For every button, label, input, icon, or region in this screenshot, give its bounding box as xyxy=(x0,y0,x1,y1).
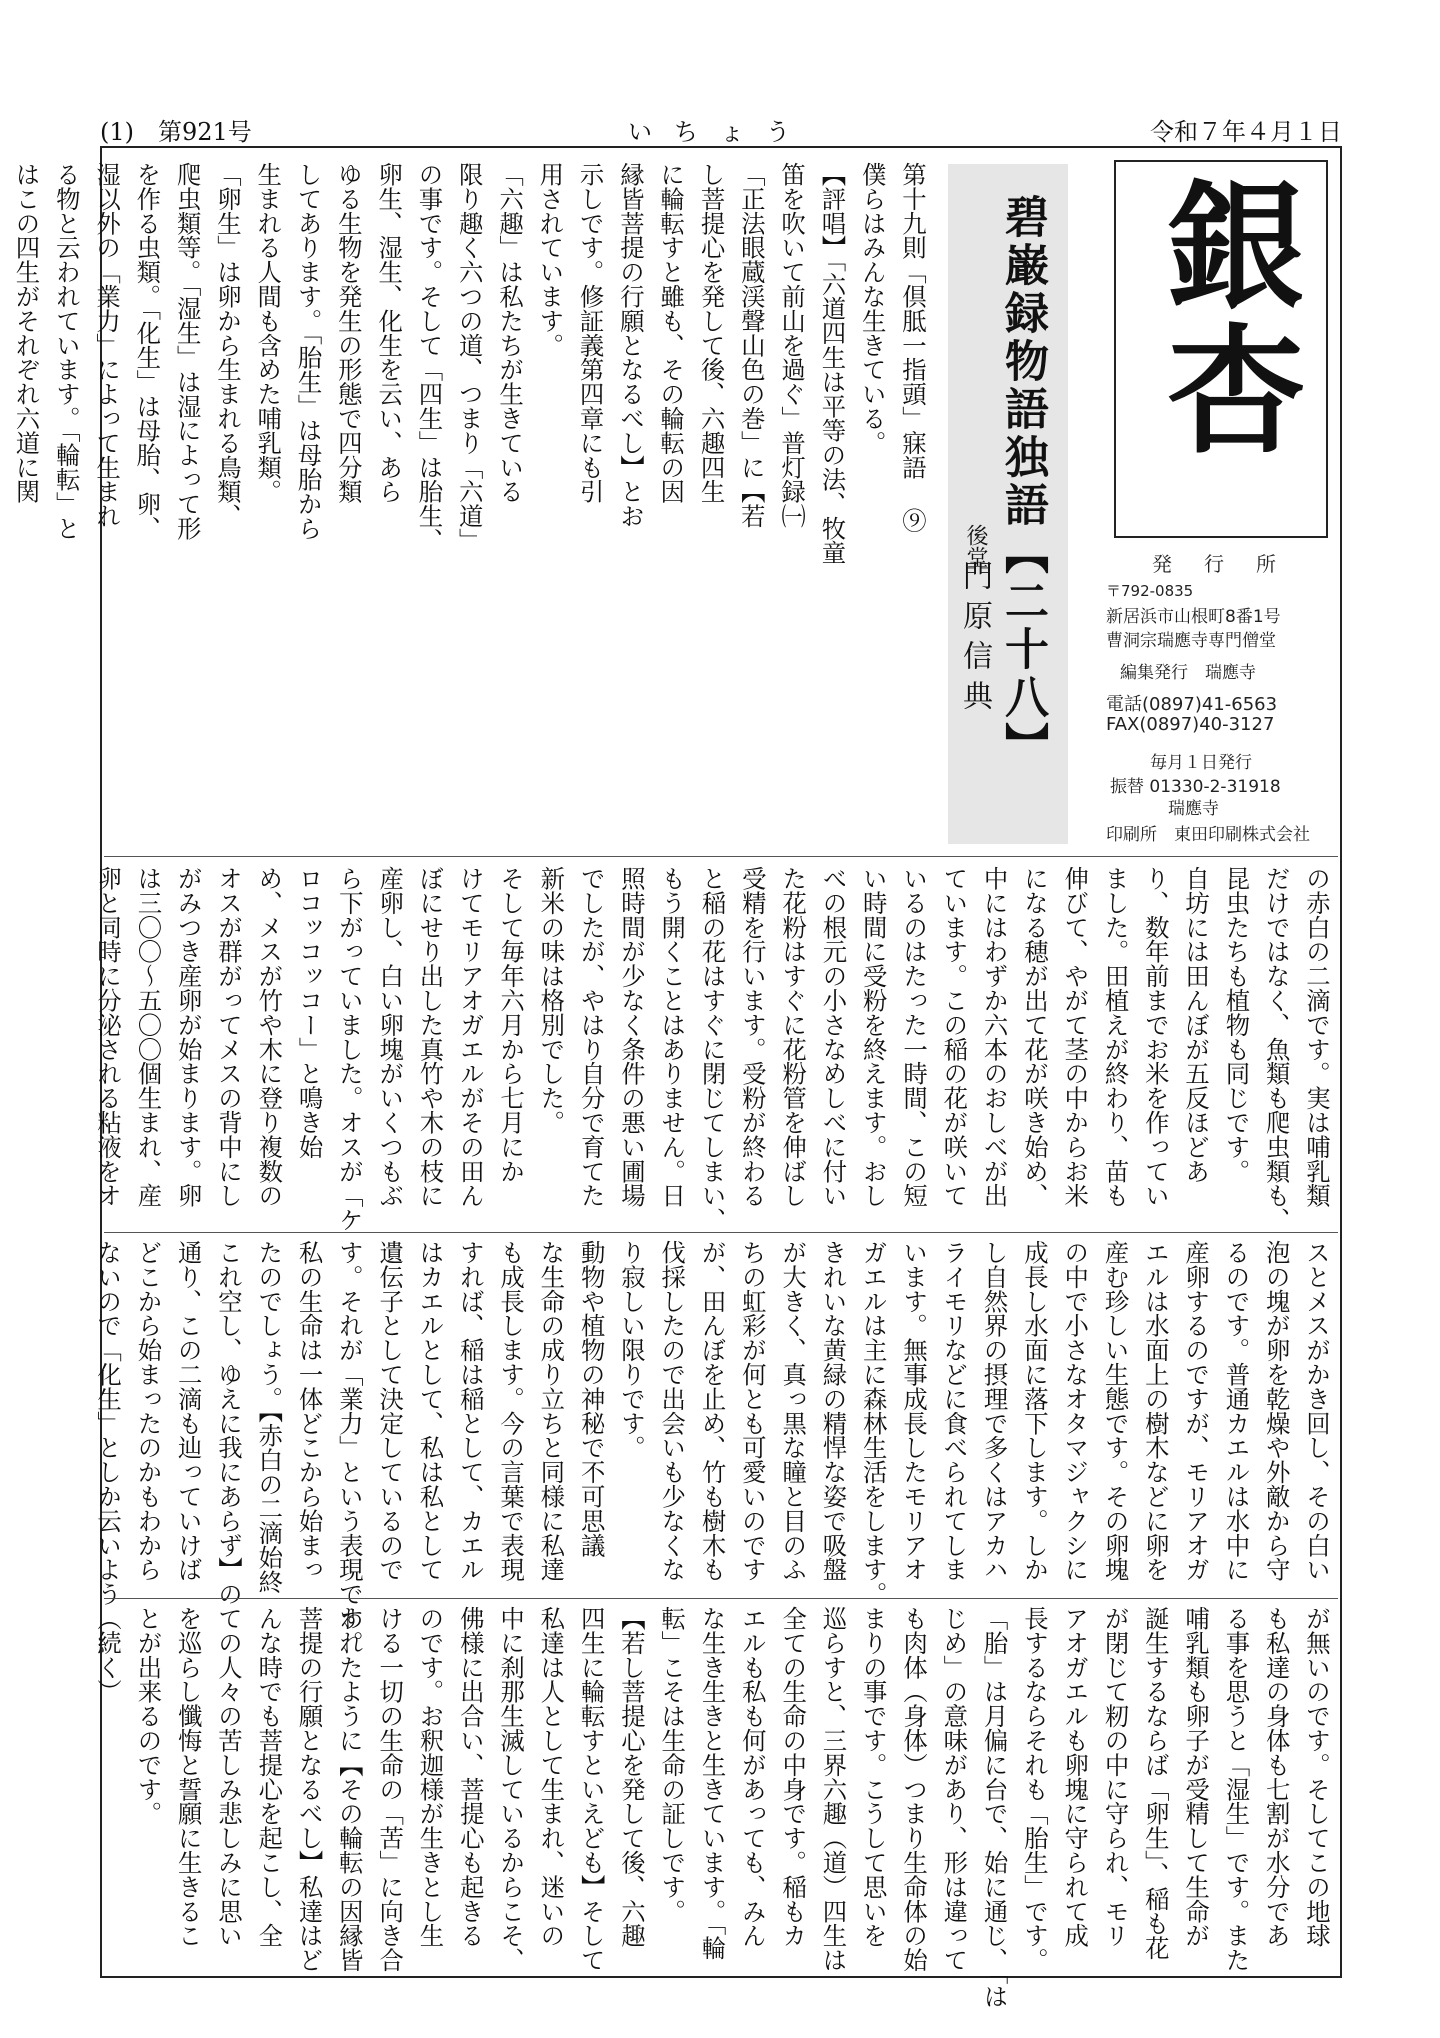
text-column: の赤白の二滴です。実は哺乳類 xyxy=(1302,866,1331,1208)
postal-code: 〒792-0835 xyxy=(1106,582,1194,600)
text-column: どこから始まったのかもわから xyxy=(133,1240,163,1582)
article-title: 碧巌録物語独語【二十八】 xyxy=(997,194,1048,770)
text-column: けてモリアオガエルがその田ん xyxy=(455,866,485,1208)
text-column: んな時でも菩提心を起こし、全 xyxy=(254,1606,284,1948)
text-column: 「六趣」は私たちが生きている xyxy=(495,162,525,504)
text-column: る事を思うと「湿生」です。また xyxy=(1221,1606,1251,1972)
organization: 曹洞宗瑞應寺専門僧堂 xyxy=(1106,631,1276,651)
author-position: 後堂 xyxy=(963,524,988,568)
text-column: いるのはたった一時間、この短 xyxy=(899,866,929,1208)
text-column: 示しです。修証義第四章にも引 xyxy=(575,162,605,504)
text-column: を巡らし懺悔と誓願に生きるこ xyxy=(173,1606,203,1948)
text-column: アオガエルも卵塊に守られて成 xyxy=(1060,1606,1090,1948)
divider xyxy=(104,1598,1338,1599)
text-column: これ空し、ゆえに我にあらず】の xyxy=(213,1240,243,1606)
text-column: な生き生きと生きています。「輪 xyxy=(697,1606,727,1960)
text-column: ました。田植えが終わり、苗も xyxy=(1100,866,1130,1208)
text-column: 【若し菩提心を発して後、六趣 xyxy=(616,1606,646,1948)
text-column: 照時間が少なく条件の悪い圃場 xyxy=(616,866,646,1208)
text-column: 「正法眼蔵渓聲山色の巻」に【若 xyxy=(736,162,766,528)
text-column: 遺伝子として決定しているので xyxy=(375,1240,405,1582)
text-column xyxy=(0,162,5,828)
text-column: はカエルとして、私は私として xyxy=(415,1240,445,1582)
text-column: た花粉はすぐに花粉管を伸ばし xyxy=(778,866,808,1208)
text-column: してあります。「胎生」は母胎から xyxy=(293,162,323,541)
text-column: 自坊には田んぼが五反ほどあ xyxy=(1181,866,1211,1184)
text-column: 第十九則「倶胝一指頭」寐語 ⑨ xyxy=(898,162,927,533)
text-column: じめ」の意味があり、形は違って xyxy=(939,1606,969,1972)
text-column: 私達は人として生まれ、迷いの xyxy=(536,1606,566,1948)
text-column: そして毎年六月から七月にか xyxy=(496,866,526,1184)
text-column: べの根元の小さなめしべに付い xyxy=(818,866,848,1208)
text-column: 伐採したので出会いも少なくな xyxy=(657,1240,687,1582)
text-column: し菩提心を発して後、六趣四生 xyxy=(696,162,726,504)
text-column: 私の生命は一体どこから始まっ xyxy=(294,1240,324,1582)
text-column: る物と云われています。「輪転」と xyxy=(51,162,81,541)
text-column: ての人々の苦しみ悲しみに思い xyxy=(213,1606,243,1948)
text-column: 産卵し、白い卵塊がいくつもぶ xyxy=(375,866,405,1208)
divider xyxy=(104,1232,1338,1233)
text-column: とが出来るのです。 xyxy=(133,1606,163,1826)
issue-frequency: 毎月１日発行 xyxy=(1150,753,1252,773)
text-column: 伸びて、やがて茎の中からお米 xyxy=(1060,866,1090,1208)
text-column: のです。お釈迦様が生きとし生 xyxy=(415,1606,445,1948)
text-column: 受精を行います。受粉が終わる xyxy=(737,866,767,1208)
text-column: はこの四生がそれぞれ六道に関 xyxy=(11,162,41,504)
text-column: オスが群がってメスの背中にし xyxy=(213,866,243,1208)
text-column: 巡らすと、三界六趣（道）四生は xyxy=(818,1606,848,1972)
text-column: 中に刹那生滅しているからこそ、 xyxy=(496,1606,526,1972)
text-column: 長するならそれも「胎生」です。 xyxy=(1019,1606,1049,1972)
text-column: い時間に受粉を終えます。おし xyxy=(858,866,888,1208)
text-column: が大きく、真っ黒な瞳と目のふ xyxy=(778,1240,808,1582)
text-column: 「胎」は月偏に台で、始に通じ、「は xyxy=(979,1606,1009,2009)
text-column: が閉じて籾の中に守られ、モリ xyxy=(1100,1606,1130,1948)
text-column: 縁皆菩提の行願となるべし】とお xyxy=(615,162,645,528)
text-column: す。それが「業力」という表現です。 xyxy=(334,1240,364,1655)
text-column: 産む珍しい生態です。その卵塊 xyxy=(1100,1240,1130,1582)
text-column: すれば、稲は稲として、カエル xyxy=(455,1240,485,1582)
text-column: われたように【その輪転の因縁皆 xyxy=(334,1606,364,1972)
text-column: スとメスがかき回し、その白い xyxy=(1302,1240,1331,1582)
text-column: 笛を吹いて前山を過ぐ」普灯録㈠ xyxy=(777,162,807,528)
text-column: り寂しい限りです。 xyxy=(616,1240,646,1460)
text-column: がみつき産卵が始まります。卵 xyxy=(173,866,203,1208)
text-column: ないので「化生」としか云いよう xyxy=(93,1240,123,1606)
text-column: 昆虫たちも植物も同じです。 xyxy=(1221,866,1251,1184)
text-column: ら下がっていました。オスが「ケ xyxy=(334,866,364,1232)
text-column: 産卵するのですが、モリアオガ xyxy=(1181,1240,1211,1582)
issue-date: 令和７年４月１日 xyxy=(1150,118,1342,146)
text-column: ロコッコッコー」と鳴き始 xyxy=(294,866,324,1159)
text-column: きれいな黄緑の精悍な姿で吸盤 xyxy=(818,1240,848,1582)
text-column: 泡の塊が卵を乾燥や外敵から守 xyxy=(1261,1240,1291,1582)
text-column: 卵生、湿生、化生を云い、あら xyxy=(374,162,404,504)
issue-number: (1) 第921号 xyxy=(100,118,252,146)
text-column: し自然界の摂理で多くはアカハ xyxy=(979,1240,1009,1582)
text-column: が無いのです。そしてこの地球 xyxy=(1302,1606,1331,1948)
text-column: エルも私も何があっても、みん xyxy=(737,1606,767,1948)
text-column: ちの虹彩が何とも可愛いのです xyxy=(737,1240,767,1582)
text-column: ライモリなどに食べられてしま xyxy=(939,1240,969,1582)
publisher-label: 発 行 所 xyxy=(1152,552,1282,576)
text-column: 成長し水面に落下します。しか xyxy=(1019,1240,1049,1582)
text-column: になる穂が出て花が咲き始め、 xyxy=(1019,866,1049,1208)
text-column: だけではなく、魚類も爬虫類も、 xyxy=(1261,866,1291,1232)
text-column: エルは水面上の樹木などに卵を xyxy=(1140,1240,1170,1582)
article-text-row1-left xyxy=(11,162,932,828)
text-column: （続く） xyxy=(93,1606,123,1704)
text-column: 爬虫類等。「湿生」は湿によって形 xyxy=(172,162,202,541)
text-column: は三〇〇～五〇〇個生まれ、産 xyxy=(133,866,163,1208)
printer: 印刷所 東田印刷株式会社 xyxy=(1106,825,1310,845)
text-column: います。無事成長したモリアオ xyxy=(899,1240,929,1582)
text-column: の中で小さなオタマジャクシに xyxy=(1060,1240,1090,1582)
text-column: ける一切の生命の「苦」に向き合 xyxy=(375,1606,405,1972)
text-column: ガエルは主に森林生活をします。 xyxy=(858,1240,888,1606)
address: 新居浜市山根町8番1号 xyxy=(1106,607,1281,627)
text-column: 新米の味は格別でした。 xyxy=(536,866,566,1135)
text-column: 限り趣く六つの道、つまり「六道」 xyxy=(454,162,484,553)
text-column: 中にはわずか六本のおしべが出 xyxy=(979,866,1009,1208)
text-column: 動物や植物の神秘で不可思議 xyxy=(576,1240,606,1558)
logo-calligraphy: 銀杏 xyxy=(1144,174,1307,462)
text-column: るのです。普通カエルは水中に xyxy=(1221,1240,1251,1582)
text-column: 通り、この二滴も辿っていけば xyxy=(173,1240,203,1582)
article-text-row4 xyxy=(93,1606,1336,2009)
newsletter-name: いちょう xyxy=(628,118,812,146)
text-column: ぼにせり出した真竹や木の枝に xyxy=(415,866,445,1208)
text-column: 佛様に出合い、菩提心も起きる xyxy=(455,1606,485,1948)
text-column: め、メスが竹や木に登り複数の xyxy=(254,866,284,1208)
transfer-name: 瑞應寺 xyxy=(1168,799,1219,819)
fax: FAX(0897)40-3127 xyxy=(1106,714,1275,735)
text-column: り、数年前までお米を作ってい xyxy=(1140,866,1170,1208)
text-column: 四生に輪転すといえども】そして xyxy=(576,1606,606,1972)
text-column: 「卵生」は卵から生まれる鳥類、 xyxy=(212,162,242,528)
article-number: 【二十八】 xyxy=(997,530,1048,770)
text-column: と稲の花はすぐに閉じてしまい、 xyxy=(697,866,727,1232)
text-column: でしたが、やはり自分で育てた xyxy=(576,866,606,1208)
text-column: もう開くことはありません。日 xyxy=(657,866,687,1208)
article-text-row2 xyxy=(93,866,1336,1234)
text-column: 全ての生命の中身です。稲もカ xyxy=(778,1606,808,1948)
postal-transfer: 振替 01330-2-31918 xyxy=(1110,777,1281,797)
text-column: 【評唱】「六道四生は平等の法、牧童 xyxy=(817,162,847,565)
text-column: 生まれる人間も含めた哺乳類。 xyxy=(253,162,283,504)
text-column: 転」こそは生命の証しです。 xyxy=(657,1606,687,1924)
text-column: ています。この稲の花が咲いて xyxy=(939,866,969,1208)
text-column: 用されています。 xyxy=(535,162,565,358)
editor: 編集発行 瑞應寺 xyxy=(1120,663,1256,683)
divider xyxy=(104,856,1338,857)
text-column: まりの事です。こうして思いを xyxy=(858,1606,888,1948)
text-column: も肉体（身体）つまり生命体の始 xyxy=(899,1606,929,1972)
text-column: が、田んぼを止め、竹も樹木も xyxy=(697,1240,727,1582)
text-column: 菩提の行願となるべし】私達はど xyxy=(294,1606,324,1972)
telephone: 電話(0897)41-6563 xyxy=(1106,694,1278,715)
text-column: の事です。そして「四生」は胎生、 xyxy=(414,162,444,553)
text-column: 僕らはみんな生きている。 xyxy=(857,162,887,455)
text-column: も成長します。今の言葉で表現 xyxy=(496,1240,526,1582)
text-column: も私達の身体も七割が水分であ xyxy=(1261,1606,1291,1948)
text-column: 湿以外の「業力」によって生まれ xyxy=(92,162,122,528)
text-column: に輪転すと雖も、その輪転の因 xyxy=(656,162,686,504)
text-column: たのでしょう。【赤白の二滴始終 xyxy=(254,1240,284,1594)
author-name: 門原信典 xyxy=(957,560,992,720)
text-column: 哺乳類も卵子が受精して生命が xyxy=(1181,1606,1211,1948)
text-column: を作る虫類。「化生」は母胎、卵、 xyxy=(132,162,162,541)
text-column: な生命の成り立ちと同様に私達 xyxy=(536,1240,566,1582)
text-column: ゆる生物を発生の形態で四分類 xyxy=(333,162,363,504)
text-column: 卵と同時に分泌される粘液をオ xyxy=(93,866,123,1208)
text-column: 誕生するならば「卵生」、稲も花 xyxy=(1140,1606,1170,1960)
